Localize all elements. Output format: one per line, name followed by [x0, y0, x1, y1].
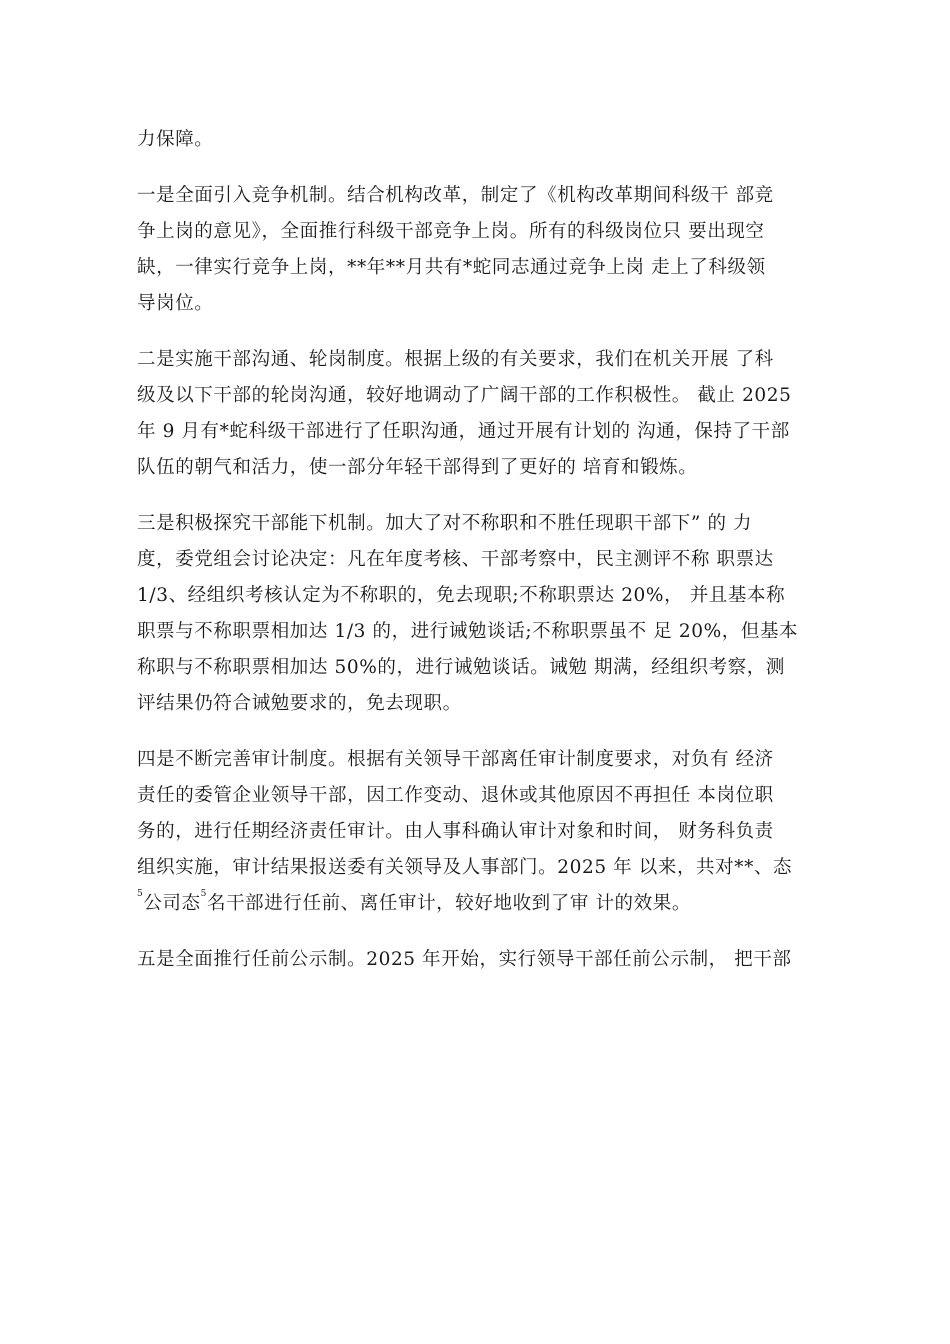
text-line: 称职与不称职票相加达 50%的，进行诫勉谈话。诫勉 期满，经组织考察，测	[137, 657, 785, 678]
text-line: 五是全面推行任前公示制。2025 年开始，实行领导干部任前公示制， 把干部	[137, 949, 792, 970]
superscript-mark: 5	[137, 889, 144, 899]
text-line: 导岗位。	[137, 293, 214, 314]
superscript-mark: 5	[200, 889, 207, 899]
paragraph-closing-fragment	[137, 122, 827, 158]
text-line: 职票与不称职票相加达 1/3 的，进行诫勉谈话;不称职票虽不 足 20%，但基本	[137, 621, 799, 642]
text-line	[137, 886, 827, 922]
paragraph-audit-system	[137, 742, 827, 922]
text-line: 级及以下干部的轮岗沟通，较好地调动了广阔干部的工作积极性。 截止 2025	[137, 385, 792, 406]
text-line: 一是全面引入竞争机制。结合机构改革，制定了《机构改革期间科级干 部竞	[137, 185, 774, 206]
text-line: 二是实施干部沟通、轮岗制度。根据上级的有关要求，我们在机关开展 了科	[137, 349, 774, 370]
text-line: 评结果仍符合诫勉要求的，免去现职。	[137, 693, 462, 714]
text-line: 度，委党组会讨论决定：凡在年度考核、干部考察中，民主测评不称 职票达	[137, 549, 774, 570]
text-line: 组织实施，审计结果报送委有关领导及人事部门。2025 年 以来，共对**、态	[137, 857, 793, 878]
text-line: 缺，一律实行竞争上岗，**年**月共有*蛇同志通过竞争上岗 走上了科级领	[137, 257, 766, 278]
text-line: 队伍的朝气和活力，使一部分年轻干部得到了更好的 培育和锻炼。	[137, 457, 698, 478]
text-line: 1/3、经组织考核认定为不称职的，免去现职;不称职票达 20%， 并且基本称	[137, 585, 786, 606]
paragraph-competition-mechanism	[137, 178, 827, 322]
paragraph-demotion-mechanism	[137, 506, 827, 722]
text-fragment: 名干部进行任前、离任审计，较好地收到了审 计的效果。	[206, 893, 691, 914]
text-line: 责任的委管企业领导干部，因工作变动、退休或其他原因不再担任 本岗位职	[137, 785, 774, 806]
text-line: 务的，进行任期经济责任审计。由人事科确认审计对象和时间， 财务科负责	[137, 821, 774, 842]
text-line: 三是积极探究干部能下机制。加大了对不称职和不胜任现职干部下” 的 力	[137, 513, 753, 534]
text-line: 年 9 月有*蛇科级干部进行了任职沟通，通过开展有计划的 沟通，保持了干部	[137, 421, 790, 442]
text-line: 争上岗的意见》，全面推行科级干部竞争上岗。所有的科级岗位只 要出现空	[137, 221, 765, 242]
paragraph-public-notice	[137, 942, 827, 978]
text-fragment: 公司态	[143, 893, 201, 914]
text-line: 力保障。	[137, 129, 214, 150]
document-body	[137, 122, 827, 998]
text-line: 四是不断完善审计制度。根据有关领导干部离任审计制度要求，对负有 经济	[137, 749, 774, 770]
paragraph-rotation-system	[137, 342, 827, 486]
